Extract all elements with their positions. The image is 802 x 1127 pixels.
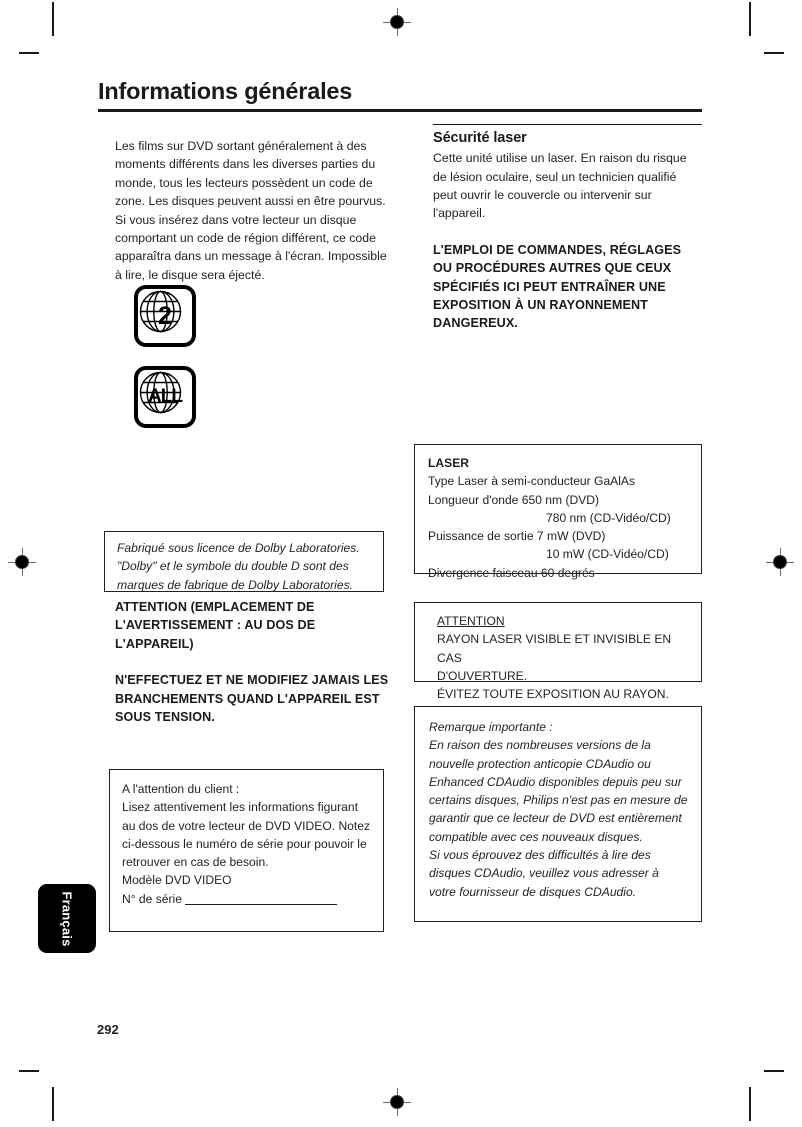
laser-safety-divider-rule — [433, 124, 702, 125]
remark-paragraph-1: En raison des nombreuses versions de la nouvelle protection anticopie CDAudio ou Enhanced CDAudio disponibles depuis peu sur certains disques, Philips n'est pas en mesure de garantir que ce lecteur de DVD est entièrement compatible avec ces nouveaux disques. — [429, 738, 688, 844]
region-code-all-label: ALL — [148, 386, 182, 407]
page-title: Informations générales — [98, 78, 353, 104]
laser-radiation-warning-box — [414, 602, 702, 702]
region-code-all-icon — [134, 366, 196, 428]
remark-paragraph-2: Si vous éprouvez des difficultés à lire des disques CDAudio, veuillez vous adresser à votre fournisseur de disques CDAudio. — [429, 848, 659, 899]
language-tab-label: Français — [59, 890, 75, 947]
laser-box-line-wavelength-dvd: Longueur d'onde 650 nm (DVD) — [428, 492, 600, 507]
region-code-intro-paragraph: Les films sur DVD sortant généralement à des moments différents dans les diverses parties du monde, tous les lecteurs possèdent un code de zone. Les disques peuvent aussi en être pourvus. Si vous insérez dans votre lecteur un disque comportant un code de région différent, ce code apparaîtra dans un message à l'écran. Impossible à lire, le disque sera éjecté. — [115, 139, 387, 282]
laser-safety-paragraph: Cette unité utilise un laser. En raison du risque de lésion oculaire, seul un technicien qualifié peut ouvrir le couvercle ou intervenir sur l'appareil. — [433, 151, 687, 221]
region-code-2-icon — [134, 285, 196, 347]
attention-paragraph-2: N'EFFECTUEZ ET NE MODIFIEZ JAMAIS LES BRANCHEMENTS QUAND L'APPAREIL EST SOUS TENSION. — [115, 673, 389, 725]
remark-heading: Remarque importante : — [429, 720, 553, 734]
warning-box-line-1: RAYON LASER VISIBLE ET INVISIBLE EN CAS — [437, 632, 672, 665]
warning-box-heading: ATTENTION — [437, 614, 505, 628]
important-remark-box — [414, 706, 702, 922]
laser-box-line-wavelength-cd: 780 nm (CD-Vidéo/CD) — [546, 510, 671, 525]
language-tab-francais — [38, 884, 96, 953]
dolby-line-1: Fabriqué sous licence de Dolby Laboratories. — [117, 541, 360, 555]
client-box-model-label: Modèle DVD VIDEO — [122, 873, 232, 888]
dolby-line-2: "Dolby" et le symbole du double D sont des — [117, 559, 349, 574]
warning-box-line-3: ÉVITEZ TOUTE EXPOSITION AU RAYON. — [437, 687, 669, 702]
laser-box-line-divergence: Divergence faisceau 60 degrés — [428, 565, 595, 580]
laser-box-line-power-dvd: Puissance de sortie 7 mW (DVD) — [428, 529, 606, 544]
attention-paragraph-1: ATTENTION (EMPLACEMENT DE L'AVERTISSEMENT : AU DOS DE L'APPAREIL) — [115, 600, 316, 651]
left-column — [115, 137, 393, 284]
title-divider-rule — [98, 109, 702, 112]
warning-box-line-2: D'OUVERTURE. — [437, 668, 528, 683]
laser-safety-heading: Sécurité laser — [433, 130, 527, 147]
right-column — [433, 124, 702, 333]
region-code-2-label: 2 — [158, 301, 172, 330]
laser-box-line-power-cd: 10 mW (CD-Vidéo/CD) — [546, 547, 669, 562]
client-box-heading: A l'attention du client : — [122, 782, 240, 796]
region-code-icon-group — [134, 285, 196, 447]
laser-safety-warning-caps: L'EMPLOI DE COMMANDES, RÉGLAGES OU PROCÉDURES AUTRES QUE CEUX SPÉCIFIÉS ICI PEUT ENTRAÎNER UNE EXPOSITION À UN RAYONNEMENT DANGEREUX. — [433, 242, 682, 331]
attention-warning-block — [115, 598, 393, 726]
client-box-serial-label: N° de série — [122, 891, 182, 906]
client-box-paragraph: Lisez attentivement les informations figurant au dos de votre lecteur de DVD VIDEO. Notez ci-dessous le numéro de série pour pouvoir le retrouver en cas de besoin. — [122, 800, 371, 870]
customer-notice-box — [109, 769, 384, 932]
client-box-serial-row — [122, 890, 373, 908]
dolby-license-box — [104, 531, 384, 592]
page-number: 292 — [97, 1022, 119, 1037]
laser-box-heading: LASER — [428, 456, 469, 470]
laser-box-line-type: Type Laser à semi-conducteur GaAlAs — [428, 474, 636, 489]
dolby-line-3: marques de fabrique de Dolby Laboratories. — [117, 577, 353, 592]
serial-number-write-in-line[interactable] — [185, 891, 337, 905]
laser-specification-box — [414, 444, 702, 580]
